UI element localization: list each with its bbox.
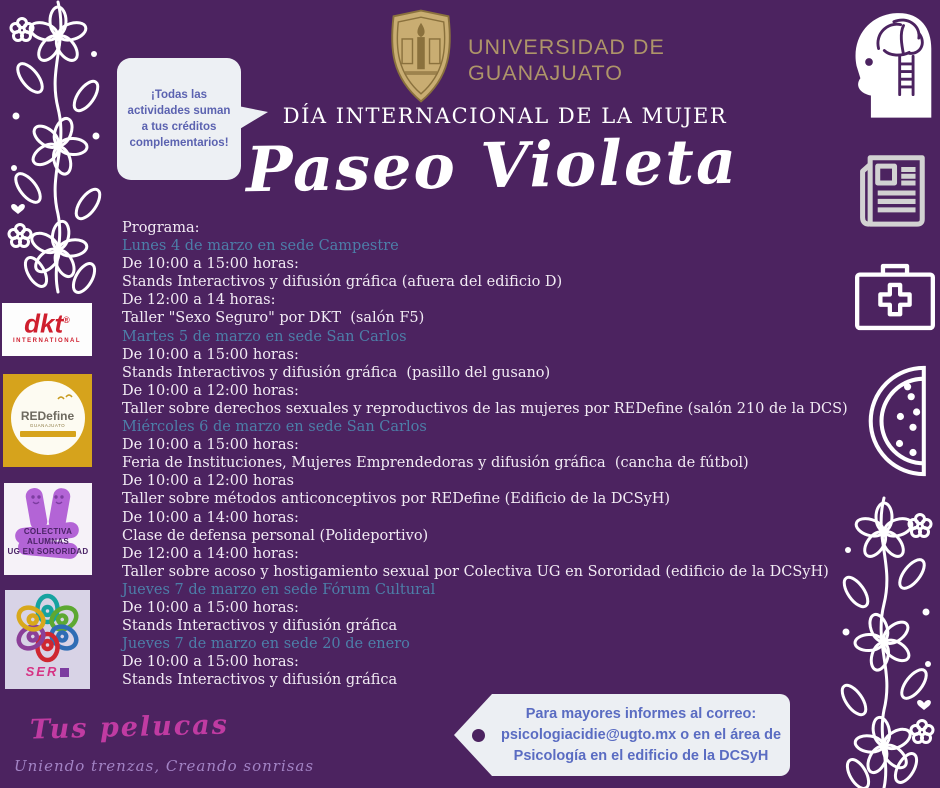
program-date-line: Jueves 7 de marzo en sede Fórum Cultural xyxy=(122,581,436,598)
contact-line-3: Psicología en el edificio de la DCSyH xyxy=(513,747,769,764)
ug-wordmark-line2: GUANAJUATO xyxy=(468,61,623,85)
first-aid-kit-icon xyxy=(852,258,938,336)
redefine-logo-subtext: GUANAJUATO xyxy=(29,423,66,428)
program-text-line: De 10:00 a 15:00 horas: xyxy=(122,256,299,273)
contact-tag-hole xyxy=(472,729,485,742)
program-text-line: Taller sobre derechos sexuales y reproductivos de las mujeres por REDefine (salón 210 de la DCS) xyxy=(122,400,848,417)
program-text-line: Taller "Sexo Seguro" por DKT (salón F5) xyxy=(122,310,425,327)
ug-wordmark-line1: UNIVERSIDAD DE xyxy=(468,35,665,59)
event-kicker: DÍA INTERNACIONAL DE LA MUJER xyxy=(282,104,728,128)
program-text-line: De 10:00 a 15:00 horas: xyxy=(122,346,299,363)
dkt-logo-text: dkt® xyxy=(24,308,70,339)
program-text-line: Taller sobre métodos anticonceptivos por REDefine (Edificio de la DCSyH) xyxy=(122,491,671,508)
credits-bubble-text: ¡Todas las actividades suman a tus créditos complementarios! xyxy=(127,89,231,149)
redefine-logo-banner xyxy=(20,431,76,437)
program-text-line: De 12:00 a 14 horas: xyxy=(122,292,276,309)
program-text-line: De 10:00 a 15:00 horas: xyxy=(122,599,299,616)
ser-logo-square xyxy=(60,668,69,677)
brand-tagline: Uniendo trenzas, Creando sonrisas xyxy=(14,757,315,775)
program-date-line: Martes 5 de marzo en sede San Carlos xyxy=(122,328,407,345)
sponsor-colectiva-logo xyxy=(4,483,92,575)
event-title: Paseo Violeta xyxy=(245,124,739,207)
ug-shield-logo xyxy=(386,8,456,104)
program-text-line: De 10:00 a 12:00 horas: xyxy=(122,382,299,399)
program-text-line: Feria de Instituciones, Mujeres Emprendedoras y difusión gráfica (cancha de fútbol) xyxy=(122,455,749,472)
brand-signature: Tus pelucas xyxy=(29,709,230,746)
program-text-line: De 10:00 a 14:00 horas: xyxy=(122,509,299,526)
ser-logo-text: SER xyxy=(5,664,90,679)
flower-of-symbols-icon xyxy=(5,590,90,664)
redefine-logo-text: REDefine xyxy=(20,409,75,423)
program-text-line: Stands Interactivos y difusión gráfica (pasillo del gusano) xyxy=(122,364,551,381)
sponsor-dkt-logo xyxy=(2,303,92,356)
program-date-line: Miércoles 6 de marzo en sede San Carlos xyxy=(122,419,427,436)
program-list xyxy=(122,219,848,689)
program-text-line: Programa: xyxy=(122,220,200,236)
colectiva-text-line1: COLECTIVA ALUMNAS xyxy=(23,527,73,546)
colectiva-text-line2: UG EN SORORIDAD xyxy=(7,547,89,556)
ug-wordmark xyxy=(468,34,665,86)
program-text-line: Clase de defensa personal (Polideportivo) xyxy=(122,527,429,544)
psychology-head-icon xyxy=(846,6,938,118)
contact-line-1: Para mayores informes al correo: xyxy=(525,705,757,722)
program-text-line: De 10:00 a 12:00 horas xyxy=(122,473,294,490)
program-date-line: Lunes 4 de marzo en sede Campestre xyxy=(122,238,399,255)
fruit-slice-icon xyxy=(868,362,940,480)
contact-line-2: psicologiacidie@ugto.mx o en el área de xyxy=(500,726,782,743)
program-text-line: Taller sobre acoso y hostigamiento sexual por Colectiva UG en Sororidad (edificio de la DCSyH) xyxy=(122,563,829,580)
contact-tag xyxy=(492,694,790,776)
program-text-line: Stands Interactivos y difusión gráfica xyxy=(122,618,398,635)
dkt-logo-subtext: INTERNATIONAL xyxy=(12,337,82,344)
newspaper-icon xyxy=(850,142,934,234)
sponsor-ser-logo xyxy=(5,590,90,689)
birds-icon xyxy=(57,393,75,403)
program-text-line: Stands Interactivos y difusión gráfica (afuera del edificio D) xyxy=(122,274,563,291)
colectiva-logo-text xyxy=(4,527,92,557)
redefine-logo-circle xyxy=(11,381,85,455)
program-text-line: De 12:00 a 14:00 horas: xyxy=(122,545,299,562)
sponsor-redefine-logo xyxy=(3,374,92,467)
program-text-line: De 10:00 a 15:00 horas: xyxy=(122,654,299,671)
program-date-line: Jueves 7 de marzo en sede 20 de enero xyxy=(122,636,410,653)
program-text-line: Stands Interactivos y difusión gráfica xyxy=(122,672,398,689)
program-text-line: De 10:00 a 15:00 horas: xyxy=(122,437,299,454)
